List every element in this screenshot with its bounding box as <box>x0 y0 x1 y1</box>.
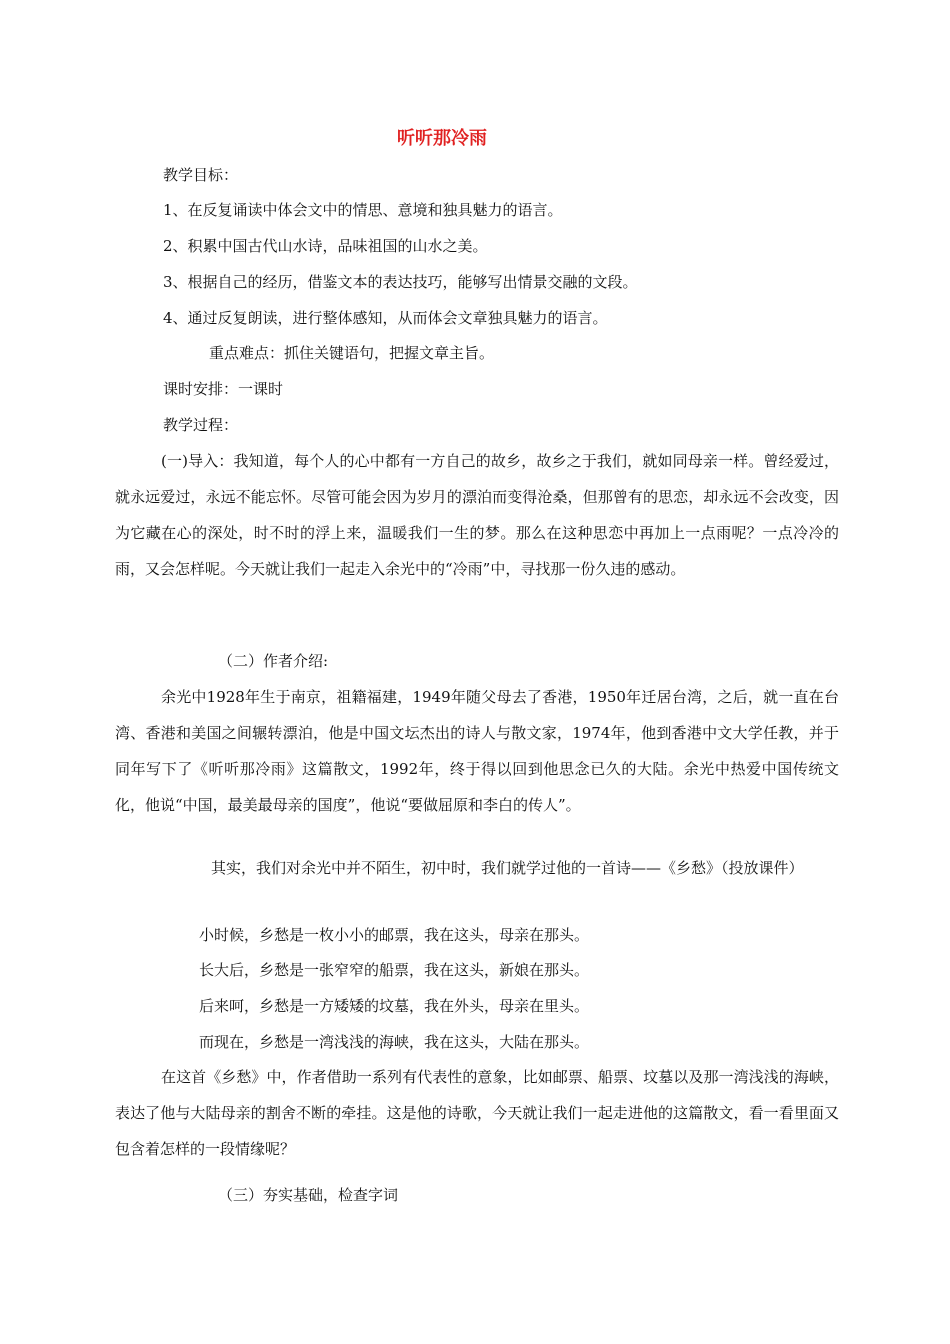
process-heading: 教学过程： <box>163 416 239 434</box>
poem-intro-paragraph: 其实，我们对余光中并不陌生，初中时，我们就学过他的一首诗——《乡愁》（投放课件） <box>211 859 804 877</box>
poem-line: 长大后，乡愁是一张窄窄的船票，我在这头，新娘在那头。 <box>199 961 590 979</box>
intro-paragraph: (一)导入：我知道，每个人的心中都有一方自己的故乡，故乡之于我们，就如同母亲一样。曾经爱过，就永远爱过，永远不能忘怀。尽管可能会因为岁月的漂泊而变得沧桑，但那曾有的思恋，却永远不会改变，因为它藏在心的深处，时不时的浮上来，温暖我们一生的梦。那么在这种思恋中再加上一点雨呢？一点冷冷的雨，又会怎样呢。今天就让我们一起走入余光中的“冷雨”中，寻找那一份久违的感动。 <box>115 452 839 578</box>
objective-item: 1、在反复诵读中体会文中的情思、意境和独具魅力的语言。 <box>163 201 563 219</box>
poem-line: 而现在，乡愁是一湾浅浅的海峡，我在这头，大陆在那头。 <box>199 1033 590 1051</box>
objective-item: 2、积累中国古代山水诗，品味祖国的山水之美。 <box>163 237 488 255</box>
section3-heading: （三）夯实基础，检查字词 <box>218 1186 399 1204</box>
poem-line: 后来呵，乡愁是一方矮矮的坟墓，我在外头，母亲在里头。 <box>199 997 590 1015</box>
author-bio-paragraph: 余光中1928年生于南京，祖籍福建，1949年随父母去了香港，1950年迁居台湾，之后，就一直在台湾、香港和美国之间辗转漂泊，他是中国文坛杰出的诗人与散文家，1974年，他到香港中文大学任教，并于同年写下了《听听那冷雨》这篇散文，1992年，终于得以回到他思念已久的大陆。余光中热爱中国传统文化，他说“中国，最美最母亲的国度”，他说“要做屈原和李白的传人”。 <box>115 688 839 814</box>
poem-line: 小时候，乡愁是一枚小小的邮票，我在这头，母亲在那头。 <box>199 926 590 944</box>
poem-analysis-paragraph: 在这首《乡愁》中，作者借助一系列有代表性的意象，比如邮票、船票、坟墓以及那一湾浅浅的海峡，表达了他与大陆母亲的割舍不断的牵挂。这是他的诗歌，今天就让我们一起走进他的这篇散文，看一看里面又包含着怎样的一段情缘呢？ <box>115 1068 839 1158</box>
objectives-heading: 教学目标： <box>163 166 239 184</box>
schedule: 课时安排：一课时 <box>163 380 284 398</box>
key-points: 重点难点：抓住关键语句，把握文章主旨。 <box>209 344 495 362</box>
objective-item: 3、根据自己的经历，借鉴文本的表达技巧，能够写出情景交融的文段。 <box>163 273 638 291</box>
objective-item: 4、通过反复朗读，进行整体感知，从而体会文章独具魅力的语言。 <box>163 309 608 327</box>
document-title: 听听那冷雨 <box>397 128 487 149</box>
author-heading: （二）作者介绍: <box>218 652 329 670</box>
